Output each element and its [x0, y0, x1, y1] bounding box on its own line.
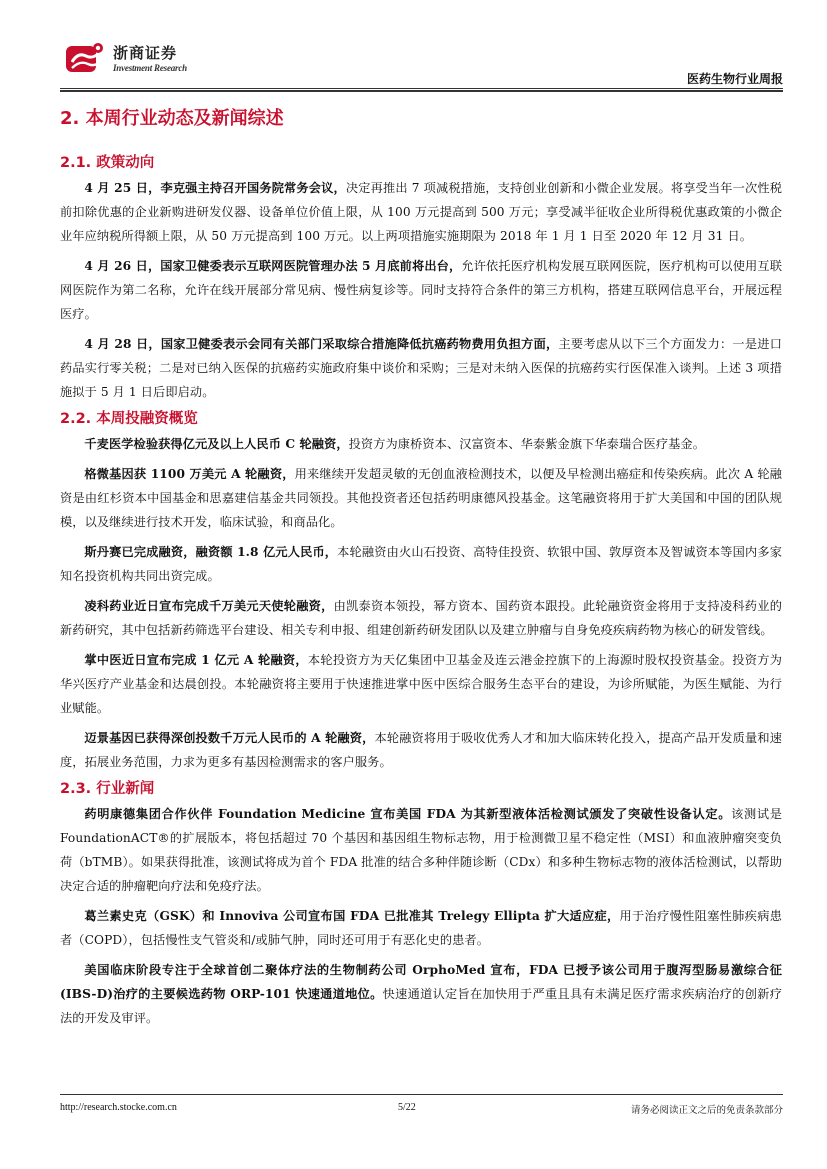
report-type: 医药生物行业周报	[686, 72, 783, 86]
paragraph-lead: 斯丹赛已完成融资，融资额 1.8 亿元人民币，	[84, 545, 338, 559]
subsection-industry-news	[60, 778, 782, 1030]
paragraph-body: 由凯泰资本领投，幂方资本、国药资本跟投。此轮融资资金将用于支持凌科药业的新药研究，其中包括新药筛选平台建设、相关专利申报、组建创新药研发团队以及建立肿瘤与自身免疫疾病药物为核心的研发管线。	[60, 599, 783, 637]
paragraph-body: 本轮融资由火山石投资、高特佳投资、软银中国、敦厚资本及智诚资本等国内多家知名投资机构共同出资完成。	[60, 545, 782, 583]
main-content	[60, 106, 782, 1030]
subsection-title: 2.1. 政策动向	[60, 155, 155, 171]
paragraph-lead: 美国临床阶段专注于全球首创二聚体疗法的生物制药公司 OrphoMed 宣布，FDA 已授予该公司用于腹泻型肠易激综合征(IBS-D)治疗的主要候选药物 ORP-101 快速通道地位。	[60, 963, 782, 1001]
paragraph-body: 主要考虑从以下三个方面发力：一是进口药品实行零关税；二是对已纳入医保的抗癌药实施政府集中谈价和采购；三是对未纳入医保的抗癌药实行医保准入谈判。上述 3 项措施拟于 5 月 1 日后即启动。	[60, 337, 782, 399]
paragraph	[60, 254, 782, 326]
paragraph	[60, 594, 782, 642]
subsection-title: 2.2. 本周投融资概览	[60, 411, 198, 427]
page-header	[0, 0, 827, 95]
subsection-title: 2.3. 行业新闻	[60, 781, 155, 797]
subsection-financing	[60, 408, 782, 774]
paragraph	[60, 462, 782, 534]
paragraph-lead: 4 月 26 日，国家卫健委表示互联网医院管理办法 5 月底前将出台，	[84, 259, 462, 273]
paragraph	[60, 176, 782, 248]
paragraph-lead: 千麦医学检验获得亿元及以上人民币 C 轮融资，	[84, 437, 349, 451]
paragraph	[60, 726, 782, 774]
page-footer	[0, 1090, 827, 1130]
page-number: 5/22	[398, 1102, 416, 1113]
logo-name: 浙商证券	[113, 44, 178, 62]
company-logo-icon	[64, 40, 108, 76]
paragraph-lead: 药明康德集团合作伙伴 Foundation Medicine 宣布美国 FDA 为其新型液体活检测试颁发了突破性设备认定。	[84, 807, 732, 821]
subsection-policy	[60, 152, 782, 404]
paragraph-lead: 凌科药业近日宣布完成千万美元天使轮融资，	[84, 599, 334, 613]
paragraph-body: 用来继续开发超灵敏的无创血液检测技术，以便及早检测出癌症和传染疾病。此次 A 轮融资是由红杉资本中国基金和思嘉建信基金共同领投。其他投资者还包括药明康德风投基金。这笔融资将用于扩大美国和中国的团队规模，以及继续进行技术开发，临床试验，和商品化。	[60, 467, 783, 529]
paragraph-lead: 格微基因获 1100 万美元 A 轮融资，	[84, 467, 295, 481]
paragraph-lead: 4 月 28 日，国家卫健委表示会同有关部门采取综合措施降低抗癌药物费用负担方面，	[84, 337, 559, 351]
header-divider-thick	[60, 90, 783, 92]
paragraph	[60, 540, 782, 588]
paragraph-lead: 掌中医近日宣布完成 1 亿元 A 轮融资，	[84, 653, 308, 667]
paragraph	[60, 332, 782, 404]
paragraph-body: 允许依托医疗机构发展互联网医院，医疗机构可以使用互联网医院作为第二名称，允许在线开展部分常见病、慢性病复诊等。同时支持符合条件的第三方机构，搭建互联网信息平台，开展远程医疗。	[60, 259, 782, 321]
paragraph-body: 决定再推出 7 项减税措施，支持创业创新和小微企业发展。将享受当年一次性税前扣除优惠的企业新购进研发仪器、设备单位价值上限，从 100 万元提高到 500 万元；享受减半征收企业所得税优惠政策的小微企业年应纳税所得额上限，从 50 万元提高到 100 万元。以上两项措施实施期限为 2018 年 1 月 1 日至 2020 年 12 月 31 日。	[60, 181, 783, 243]
paragraph-body: 快速通道认定旨在加快用于严重且具有未满足医疗需求疾病治疗的创新疗法的开发及审评。	[60, 987, 782, 1025]
footer-url: http://research.stocke.com.cn	[60, 1102, 177, 1113]
paragraph	[60, 958, 782, 1030]
paragraph-lead: 葛兰素史克（GSK）和 Innoviva 公司宣布国 FDA 已批准其 Trelegy Ellipta 扩大适应症，	[84, 909, 620, 923]
paragraph-body: 该测试是 FoundationACT®的扩展版本，将包括超过 70 个基因和基因组生物标志物，用于检测微卫星不稳定性（MSI）和血液肿瘤突变负荷（bTMB）。如果获得批准，该测试将成为首个 FDA 批准的结合多种伴随诊断（CDx）和多种生物标志物的液体活检测试，以帮助决定合适的肿瘤靶向疗法和免疫疗法。	[60, 807, 782, 893]
paragraph-lead: 迈景基因已获得深创投数千万元人民币的 A 轮融资，	[84, 731, 375, 745]
logo-subtitle: Investment Research	[113, 63, 187, 73]
paragraph-body: 用于治疗慢性阻塞性肺疾病患者（COPD），包括慢性支气管炎和/或肺气肿，同时还可用于有恶化史的患者。	[60, 909, 782, 947]
paragraph-body: 投资方为康桥资本、汉富资本、华泰紫金旗下华泰瑞合医疗基金。	[348, 437, 705, 451]
paragraph	[60, 802, 782, 898]
header-divider	[60, 88, 783, 89]
paragraph-body: 本轮投资方为天亿集团中卫基金及连云港金控旗下的上海源时股权投资基金。投资方为华兴医疗产业基金和达晨创投。本轮融资将主要用于快速推进掌中医中医综合服务生态平台的建设，为诊所赋能，为医生赋能、为行业赋能。	[60, 653, 782, 715]
footer-divider	[60, 1094, 783, 1095]
paragraph	[60, 432, 782, 456]
footer-disclaimer: 请务必阅读正文之后的免责条款部分	[630, 1105, 783, 1116]
paragraph	[60, 648, 782, 720]
paragraph-body: 本轮融资将用于吸收优秀人才和加大临床转化投入，提高产品开发质量和速度，拓展业务范围，力求为更多有基因检测需求的客户服务。	[60, 731, 782, 769]
paragraph-lead: 4 月 25 日，李克强主持召开国务院常务会议，	[84, 181, 346, 195]
paragraph	[60, 904, 782, 952]
section-title: 2. 本周行业动态及新闻综述	[60, 108, 284, 129]
